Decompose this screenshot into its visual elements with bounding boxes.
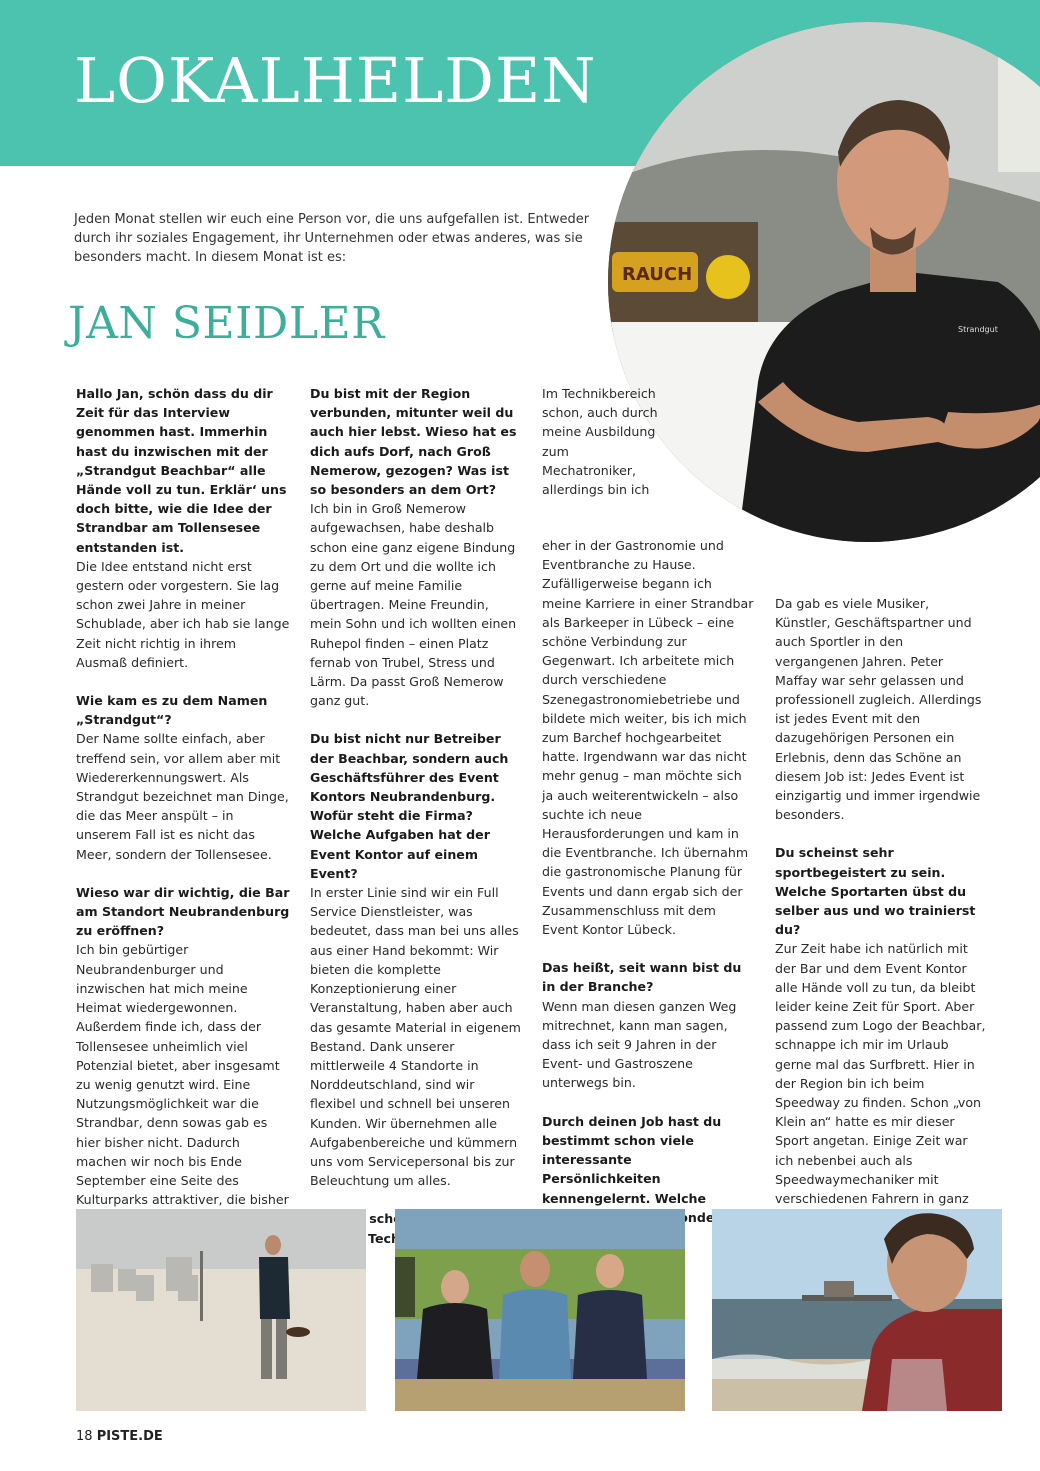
page-number: 18: [76, 1429, 93, 1444]
question: Das heißt, seit wann bist du in der Branche?: [542, 960, 742, 995]
question: Wieso war dir wichtig, die Bar am Standort Neubrandenburg zu eröffnen?: [76, 884, 290, 939]
hero-sign-text: RAUCH: [622, 264, 693, 285]
photo-beach: [76, 1209, 366, 1411]
answer: Wenn man diesen ganzen Weg mitrechnet, kann man sagen, dass ich seit 9 Jahren in der Event- und Gastroszene unterwegs bin.: [542, 998, 737, 1091]
question: Hallo Jan, schön dass du dir Zeit für das Interview genommen hast. Immerhin hast du inzwischen mit der „Strandgut Beachbar“ alle Hände voll zu tun. Erklär‘ uns doch bitte, wie die Idee der Strandbar am Tollensesee entstanden ist.: [76, 386, 287, 555]
answer: Ich bin gebürtiger Neubrandenburger und inzwischen hat mich meine Heimat wiedergewonnen. Außerdem finde ich, dass der Tollensesee unheimlich viel Potenzial bietet, aber insgesamt zu wenig genutzt wird. Eine Nutzungsmöglichkeit war die Strandbar, denn sowas gab es hier bisher nicht. Dadurch machen wir noch bis Ende September eine Seite des Kulturparks attraktiver, die bisher: [76, 942, 289, 1208]
question: schon Technik: [368, 1211, 422, 1246]
answer: Die Idee entstand nicht erst gestern oder vorgestern. Sie lag schon zwei Jahre in meiner Schublade, aber ich hab sie lange Zeit nicht richtig in ihrem Ausmaß definiert.: [76, 558, 290, 670]
question: Du bist mit der Region verbunden, mitunter weil du auch hier lebst. Wieso hat es dich aufs Dorf, nach Groß Nemerow, gezogen? Was ist so besonders an dem Ort?: [310, 386, 517, 498]
answer: Im Technikbereich schon, auch durch meine Ausbildung zum Mechatroniker, allerdings bin ich: [542, 386, 658, 498]
article-column-1: [76, 384, 290, 1229]
question: Wie kam es zu dem Namen „Strandgut“?: [76, 693, 268, 728]
magazine-brand: PISTE.DE: [96, 1429, 163, 1444]
article-column-2: [310, 384, 522, 1248]
intro-text: Jeden Monat stellen wir euch eine Person vor, die uns aufgefallen ist. Entweder durch ihr soziales Engagement, ihr Unternehmen oder etwas anderes, was sie besonders macht. In diesem Monat ist es:: [74, 212, 590, 265]
article-column-3-top: [542, 384, 662, 499]
answer: In erster Linie sind wir ein Full Service Dienstleister, was bedeutet, dass man bei uns alles aus einer Hand bekommt: Wir bieten die komplette Konzeptionierung einer Veranstaltung, haben aber auch das gesamte Material in eigenem Bestand. Dank unserer mittlerweile 4 Standorte in Norddeutschland, sind wir flexibel und schnell bei unseren Kunden. Wir übernehmen alle Aufgabenbereiche und kümmern uns vom Servicepersonal bis zur Beleuchtung um alles.: [310, 885, 521, 1189]
section-title: LOKALHELDEN: [74, 44, 597, 117]
answer: Ich bin in Groß Nemerow aufgewachsen, habe deshalb schon eine ganz eigene Bindung zu dem Ort und die wollte ich gerne auf meine Familie übertragen. Meine Freundin, mein Sohn und ich wollten einen Ruhepol finden – einen Platz fernab von Trubel, Stress und Lärm. Da passt Groß Nemerow ganz gut.: [310, 501, 517, 709]
answer: Da gab es viele Musiker, Künstler, Geschäftspartner und auch Sportler in den vergangenen Jahren. Peter Maffay war sehr gelassen und professionell zugleich. Allerdings ist jedes Event mit den dazugehörigen Personen ein Erlebnis, denn das Schöne an diesem Job ist: Jedes Event ist einzigartig und immer irgendwie besonders.: [775, 596, 982, 823]
photo-group: [395, 1209, 685, 1411]
answer: eher in der Gastronomie und Eventbranche zu Hause. Zufälligerweise begann ich meine Karriere in einer Strandbar als Barkeeper in Lübeck – eine schöne Verbindung zur Gegenwart. Ich arbeitete mich durch verschiedene Szenegastronomiebetriebe und bildete mich weiter, bis ich mich zum Barchef hochgearbeitet hatte. Irgendwann war das nicht mehr genug – man möchte sich ja auch weiterentwickeln – also suchte ich neue Herausforderungen und kam in die Eventbranche. Ich übernahm die gastronomische Planung für Events und dann ergab sich der Zusammenschluss mit dem Event Kontor Lübeck.: [542, 538, 754, 938]
question: Du scheinst sehr sportbegeistert zu sein. Welche Sportarten übst du selber aus und wo trainierst du?: [775, 845, 976, 938]
person-name: JAN SEIDLER: [68, 298, 385, 349]
question: Du bist nicht nur Betreiber der Beachbar, sondern auch Geschäftsführer des Event Kontors Neubrandenburg. Wofür steht die Firma? Welche Aufgaben hat der Event Kontor auf einem Event?: [310, 731, 509, 881]
hero-shirt-logo: Strandgut: [958, 325, 998, 334]
answer: Der Name sollte einfach, aber treffend sein, vor allem aber mit Wiedererkennungswert. Als Strandgut bezeichnet man Dinge, die das Meer anspült – in unserem Fall ist es nicht das Meer, sondern der Tollensesee.: [76, 731, 289, 862]
page-footer: [76, 1429, 163, 1444]
article-column-4: [775, 594, 987, 1247]
photo-pier: [712, 1209, 1002, 1411]
article-column-3: [542, 536, 754, 1246]
answer: Zur Zeit habe ich natürlich mit der Bar und dem Event Kontor alle Hände voll zu tun, da bleibt leider keine Zeit für Sport. Aber passend zum Logo der Beachbar, schnappe ich mir im Urlaub gerne mal das Surfbrett. Hier in der Region bin ich beim Speedway zu finden. Schon „von Klein an“ hatte es mir dieser Sport angetan. Einige Zeit war ich nebenbei auch als Speedwaymechaniker mit verschiedenen Fahrern in ganz: [775, 941, 986, 1207]
question: Durch deinen Job hast du bestimmt schon viele interessante Persönlichkeiten kennengelernt. Welche besonders: [542, 1113, 729, 1225]
